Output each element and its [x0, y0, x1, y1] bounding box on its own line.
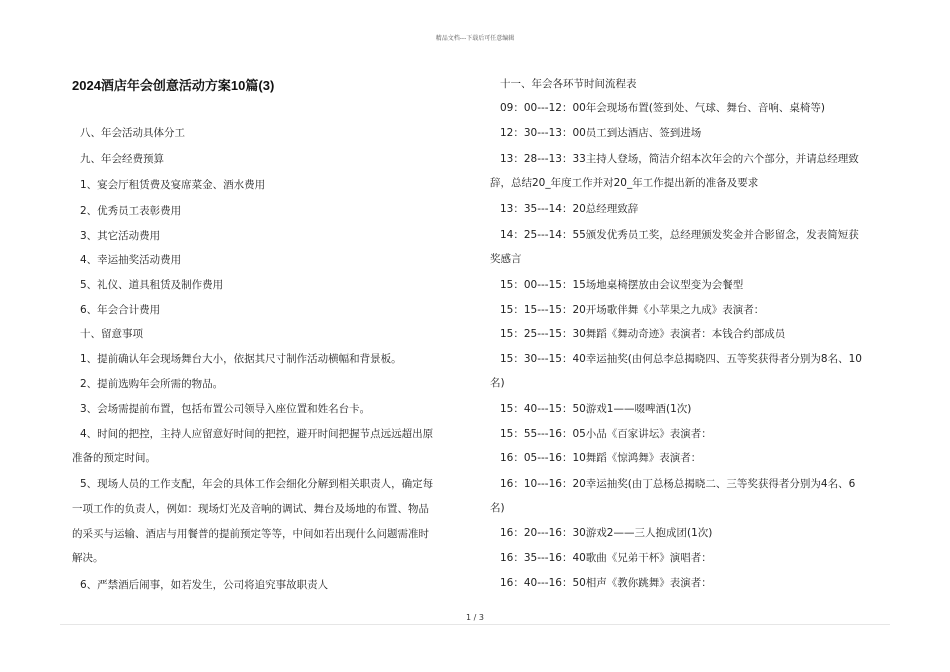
right-para-9: 15：00---15：15场地桌椅摆放由会议型变为会餐型	[500, 279, 744, 291]
left-para-13: 4、时间的把控，主持人应留意好时间的把控，避开时间把握节点远远超出原	[80, 428, 434, 440]
right-para-14: 15：40---15：50游戏1——啜啤酒(1次)	[500, 403, 692, 415]
left-para-14: 准备的预定时间。	[72, 452, 156, 464]
left-para-9: 十、留意事项	[80, 328, 143, 340]
right-para-4: 13：28---13：33主持人登场，简洁介绍本次年会的六个部分，并请总经理致	[500, 153, 859, 165]
left-para-4: 2、优秀员工表彰费用	[80, 205, 182, 217]
right-para-20: 16：35---16：40歌曲《兄弟干杯》演唱者：	[500, 552, 712, 564]
left-para-6: 4、幸运抽奖活动费用	[80, 254, 182, 266]
right-para-17: 16：10---16：20幸运抽奖(由丁总杨总揭晓二、三等奖获得者分别为4名、6	[500, 478, 856, 490]
left-para-1: 八、年会活动具体分工	[80, 127, 185, 139]
left-para-3: 1、宴会厅租赁费及宴席菜金、酒水费用	[80, 179, 266, 191]
left-para-17: 的采买与运输、酒店与用餐普的提前预定等等，中间如若出现什么问题需准时	[72, 528, 429, 540]
right-para-1: 十一、年会各环节时间流程表	[500, 78, 637, 90]
right-para-16: 16：05---16：10舞蹈《惊鸿舞》表演者：	[500, 452, 702, 464]
left-para-15: 5、现场人员的工作支配，年会的具体工作会细化分解到相关职责人，确定每	[80, 478, 434, 490]
left-para-5: 3、其它活动费用	[80, 230, 161, 242]
right-para-6: 13：35---14：20总经理致辞	[500, 203, 639, 215]
right-para-12: 15：30---15：40幸运抽奖(由何总李总揭晓四、五等奖获得者分别为8名、10	[500, 353, 862, 365]
right-para-19: 16：20---16：30游戏2——三人抱成团(1次)	[500, 527, 713, 539]
right-para-18: 名)	[490, 502, 505, 514]
left-para-19: 6、严禁酒后闹事，如若发生，公司将追究事故职责人	[80, 579, 329, 591]
left-para-7: 5、礼仪、道具租赁及制作费用	[80, 279, 224, 291]
left-para-10: 1、提前确认年会现场舞台大小，依据其尺寸制作活动横幅和背景板。	[80, 353, 402, 365]
header-note: 精品文档---下载后可任意编辑	[435, 35, 515, 42]
left-para-8: 6、年会合计费用	[80, 304, 161, 316]
right-para-3: 12：30---13：00员工到达酒店、签到进场	[500, 127, 702, 139]
right-para-5: 辞，总结20_年度工作并对20_年工作提出新的准备及要求	[490, 177, 759, 189]
document-title: 2024酒店年会创意活动方案10篇(3)	[72, 78, 275, 93]
right-para-7: 14：25---14：55颁发优秀员工奖，总经理颁发奖金并合影留念，发表简短获	[500, 229, 859, 241]
right-para-15: 15：55---16：05小品《百家讲坛》表演者：	[500, 428, 712, 440]
left-para-2: 九、年会经费预算	[80, 153, 164, 165]
right-para-10: 15：15---15：20开场歌伴舞《小苹果之九成》表演者：	[500, 304, 765, 316]
left-para-16: 一项工作的负责人，例如：现场灯光及音响的调试、舞台及场地的布置、物品	[72, 503, 429, 515]
right-para-13: 名)	[490, 377, 505, 389]
right-para-11: 15：25---15：30舞蹈《舞动奇迹》表演者：本钱合约部成员	[500, 328, 786, 340]
right-para-21: 16：40---16：50相声《教你跳舞》表演者：	[500, 577, 712, 589]
footer-rule	[60, 624, 890, 625]
right-para-8: 奖感言	[490, 253, 522, 265]
page-indicator: 1 / 3	[466, 613, 484, 622]
left-para-12: 3、会场需提前布置，包括布置公司领导入座位置和姓名台卡。	[80, 403, 371, 415]
left-para-18: 解决。	[72, 552, 104, 564]
right-para-2: 09：00---12：00年会现场布置(签到处、气球、舞台、音响、桌椅等)	[500, 102, 826, 114]
left-para-11: 2、提前选购年会所需的物品。	[80, 378, 224, 390]
